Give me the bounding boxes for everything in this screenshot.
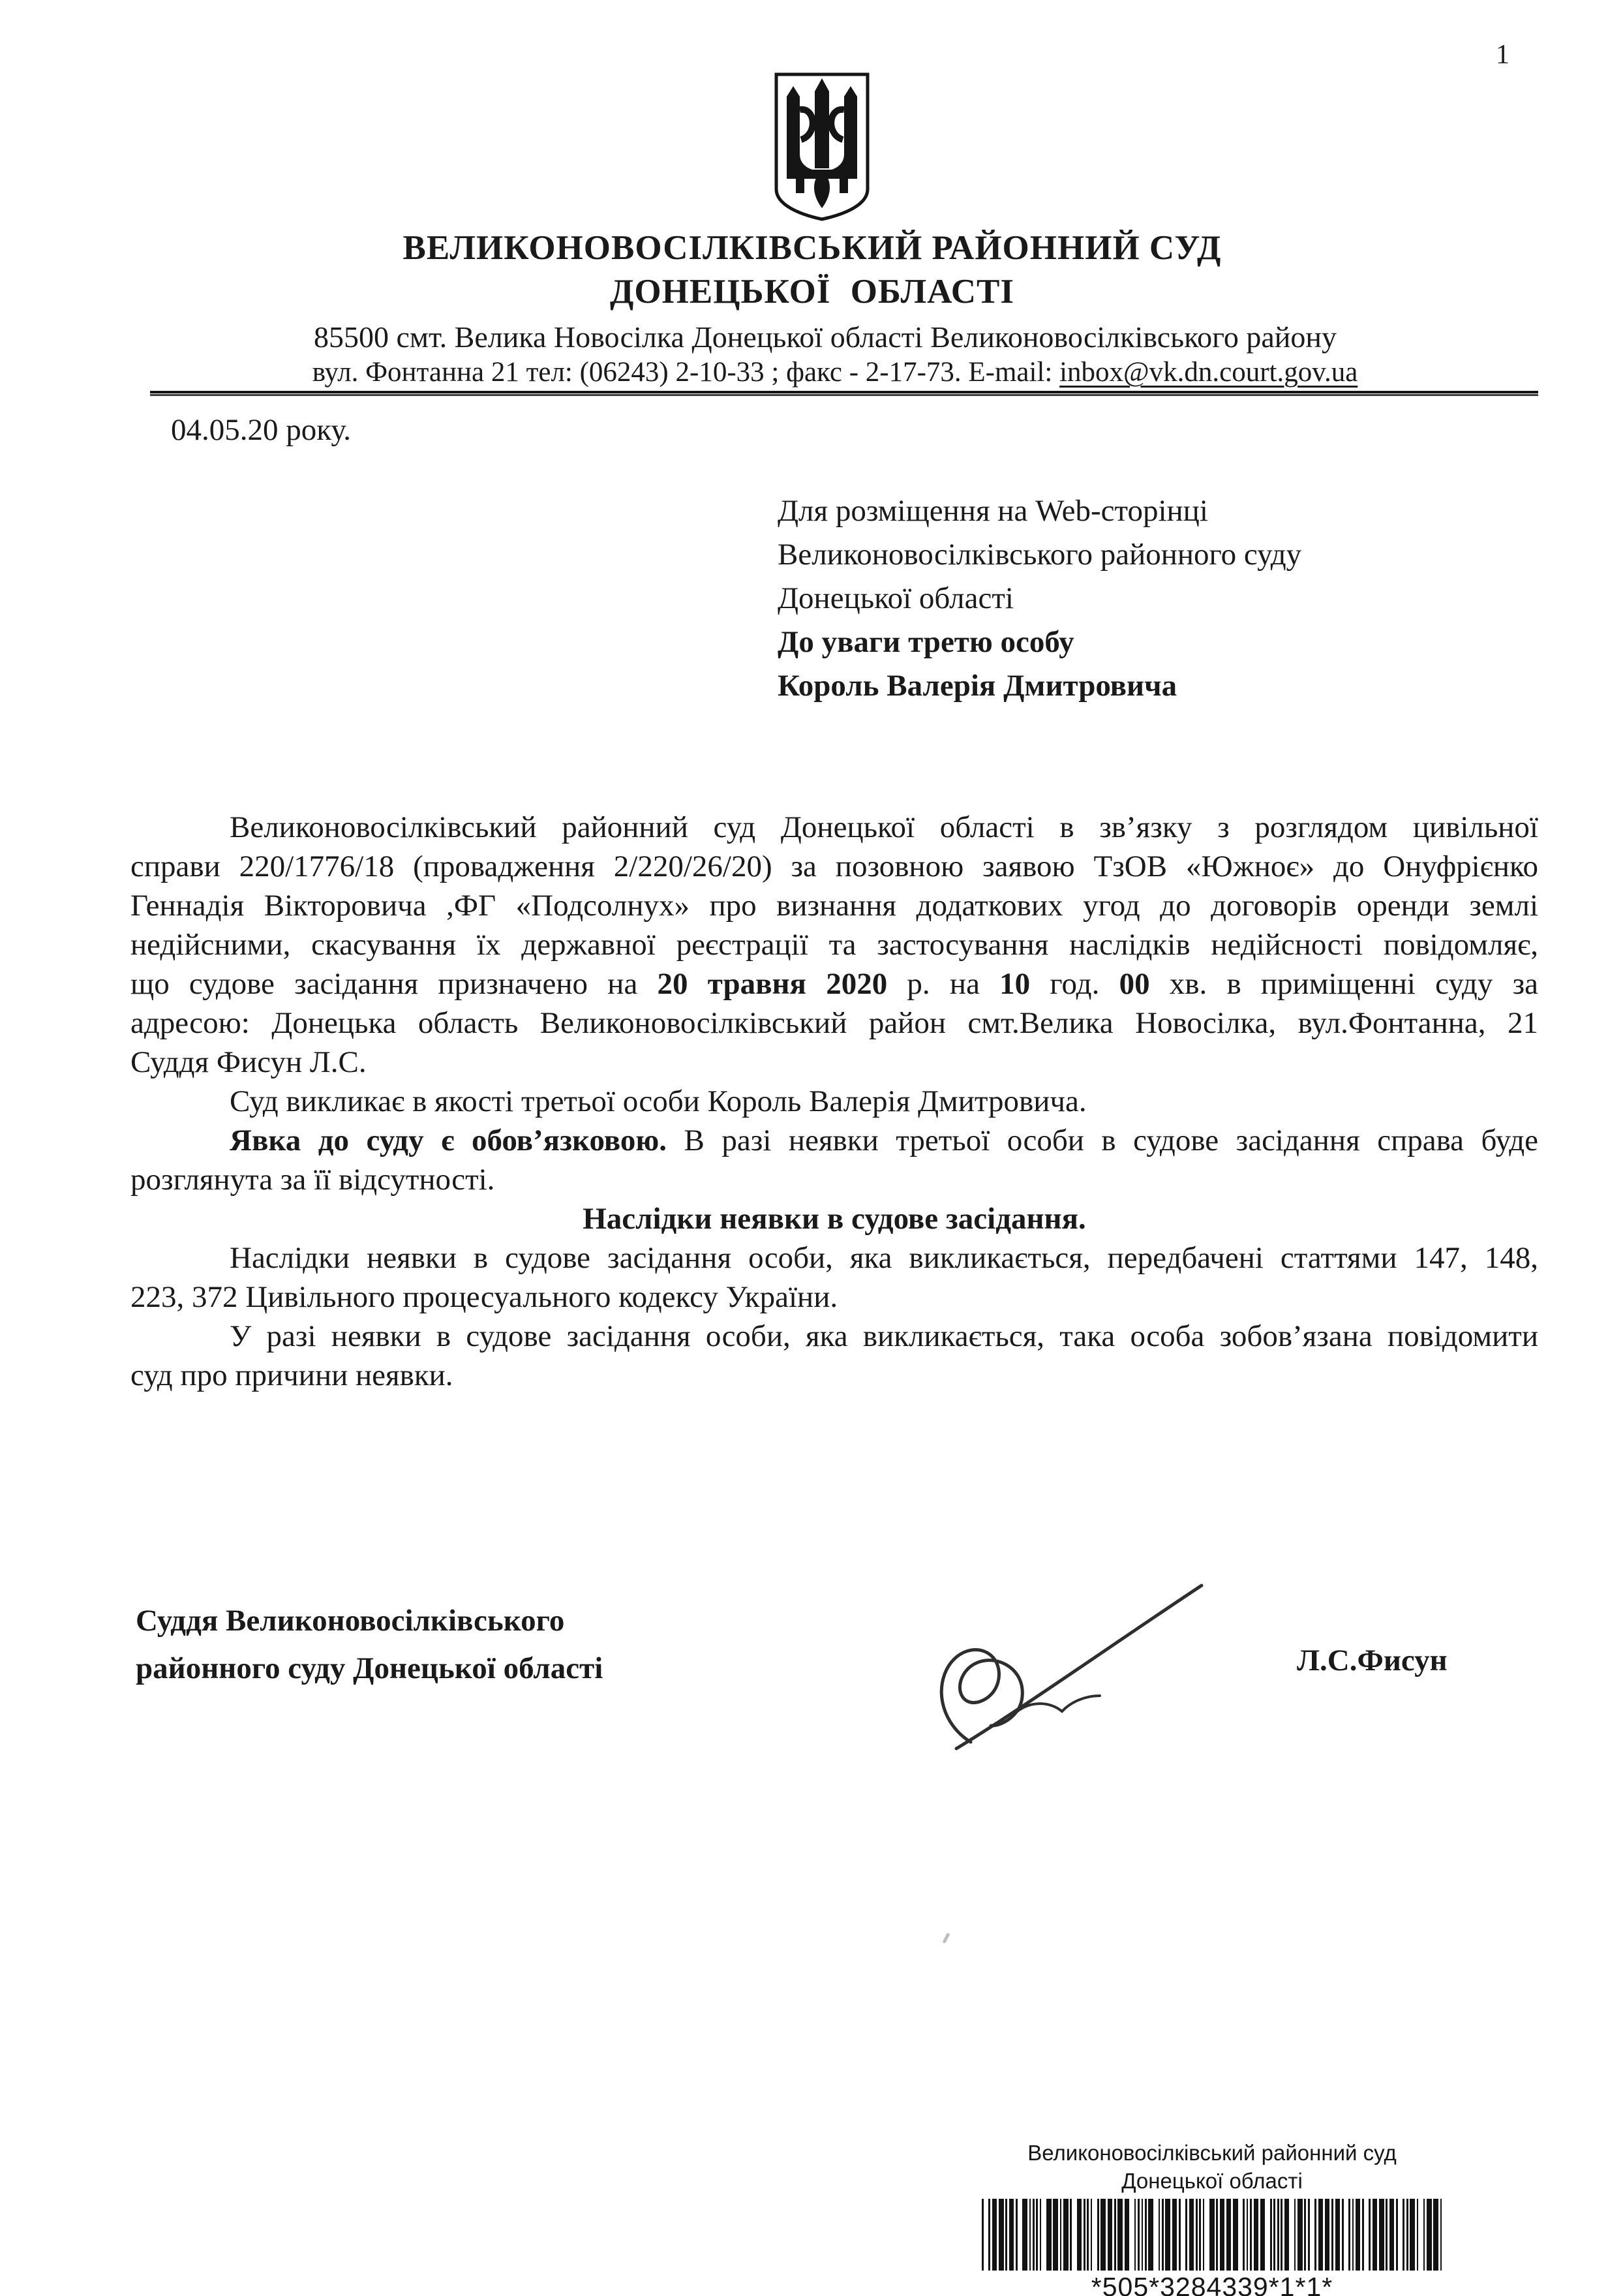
barcode-bar <box>1108 2199 1113 2271</box>
barcode-bar <box>1356 2199 1361 2271</box>
body-line <box>130 1121 1538 1160</box>
body-line <box>130 964 1538 1003</box>
court-address: 85500 смт. Велика Новосілка Донецької області Великоновосілківського району <box>314 320 1337 354</box>
body-line <box>130 1160 1538 1199</box>
barcode-gap <box>1181 2199 1186 2271</box>
barcode-bar <box>1022 2199 1027 2271</box>
barcode-bar <box>1077 2199 1082 2271</box>
body-line <box>130 1238 1538 1278</box>
signature-title-line2: районного суду Донецької області <box>136 1651 603 1685</box>
barcode-gap <box>1238 2199 1243 2271</box>
barcode-bar <box>1209 2199 1215 2271</box>
barcode-gap <box>1072 2199 1077 2271</box>
barcode-bar <box>1046 2199 1052 2271</box>
body-text-segment: Великоновосілківський районний суд Донецької області в зв’язку з розглядом цивільної <box>230 810 1538 844</box>
court-email: inbox@vk.dn.court.gov.ua <box>1059 357 1358 388</box>
barcode-gap <box>1129 2199 1134 2271</box>
barcode-bar <box>1427 2199 1432 2271</box>
barcode-bar <box>1318 2199 1324 2271</box>
header-divider-line <box>150 391 1538 397</box>
barcode-bar <box>1335 2199 1341 2271</box>
barcode-bar <box>1284 2199 1290 2271</box>
addressee-line: Для розміщення на Web-сторінці <box>778 494 1208 528</box>
barcode-gap <box>1041 2199 1046 2271</box>
barcode-bar <box>1125 2199 1130 2271</box>
barcode-gap <box>984 2199 989 2271</box>
footer-stamp-block <box>886 2139 1538 2296</box>
barcode-bar <box>1389 2199 1395 2271</box>
addressee-line: До уваги третю особу <box>778 625 1074 659</box>
court-title-line1: ВЕЛИКОНОВОСІЛКІВСЬКИЙ РАЙОННИЙ СУД <box>402 229 1222 267</box>
barcode-bar <box>1100 2199 1106 2271</box>
barcode-bar <box>1233 2199 1238 2271</box>
addressee-block <box>778 489 1301 708</box>
body-bold-segment: 20 травня 2020 <box>657 967 888 1001</box>
body-text-segment: хв. в приміщенні суду за <box>1149 967 1538 1001</box>
barcode-bar <box>1053 2199 1058 2271</box>
body-line <box>130 1317 1538 1356</box>
barcode-gap <box>1018 2199 1023 2271</box>
scan-artifact-speck <box>942 1933 950 1944</box>
barcode-gap <box>1344 2199 1349 2271</box>
body-line <box>130 925 1538 964</box>
trident-right-leg <box>840 179 848 193</box>
addressee-line: Король Валерія Дмитровича <box>778 669 1177 703</box>
barcode-bar <box>1009 2199 1014 2271</box>
body-line <box>130 886 1538 925</box>
trident-left-loop <box>800 110 813 140</box>
footer-court-line2: Донецької області <box>1121 2169 1303 2193</box>
barcode-bar <box>1379 2199 1384 2271</box>
body-text-segment: справи 220/1776/18 (провадження 2/220/26/20) за позовною заявою ТзОВ «Южноє» до Онуфрієнко <box>130 850 1538 883</box>
signature-name: Л.С.Фисун <box>1297 1644 1448 1677</box>
trident-right-loop <box>831 110 844 140</box>
ukraine-trident-emblem <box>767 70 877 222</box>
trident-center-prong <box>815 78 829 168</box>
contact-text: вул. Фонтанна 21 тел: (06243) 2-10-33 ; факс - 2-17-73. E-mail: <box>312 357 1060 388</box>
barcode-bar <box>1433 2199 1438 2271</box>
page-number: 1 <box>1496 40 1509 70</box>
trident-left-leg <box>796 179 804 193</box>
body-line <box>130 847 1538 886</box>
barcode-bar <box>1373 2199 1378 2271</box>
body-text-segment: адресою: Донецька область Великоновосілківський район смт.Велика Новосілка, вул.Фонтанна, 21 <box>130 1006 1538 1040</box>
body-text-segment: год. <box>1030 967 1119 1001</box>
signature-loop-stroke <box>941 1649 1022 1742</box>
body-text-segment: У разі неявки в судове засідання особи, яка викликається, така особа зобов’язана повідомити <box>230 1319 1538 1353</box>
body-text-segment: розглянута за її відсутності. <box>130 1163 495 1197</box>
handwritten-signature <box>895 1571 1228 1754</box>
barcode-bar <box>1226 2199 1232 2271</box>
body-line <box>130 1003 1538 1043</box>
body-text-segment: що судове засідання призначено на <box>130 967 658 1001</box>
body-bold-segment: 00 <box>1119 967 1150 1001</box>
barcode-gap <box>1289 2199 1294 2271</box>
body-line <box>130 1199 1538 1238</box>
barcode-gap <box>1398 2199 1403 2271</box>
court-title-line2: ДОНЕЦЬКОЇ ОБЛАСТІ <box>609 273 1015 311</box>
body-line <box>130 1043 1538 1082</box>
barcode-bar <box>1325 2199 1330 2271</box>
body-text-segment: Геннадія Вікторовича ,ФГ «Подсолнух» про визнання додаткових угод до договорів оренди землі <box>130 889 1538 923</box>
addressee-line: Донецької області <box>778 581 1014 615</box>
body-bold-segment: 10 <box>999 967 1031 1001</box>
body-line <box>130 808 1538 847</box>
barcode-bar <box>1220 2199 1225 2271</box>
barcode-gap <box>1418 2199 1423 2271</box>
addressee-line: Великоновосілківського районного суду <box>778 538 1302 572</box>
body-text-segment: Наслідки неявки в судове засідання особи, яка викликається, передбачені статтями 147, 148, <box>230 1241 1538 1275</box>
barcode-gap <box>1092 2199 1097 2271</box>
court-contact-line <box>0 356 1608 388</box>
signature-long-stroke <box>956 1585 1202 1749</box>
barcode-gap <box>1310 2199 1315 2271</box>
signature-title-block <box>136 1597 603 1692</box>
barcode-bar <box>1063 2199 1069 2271</box>
signature-title-line1: Суддя Великоновосілківського <box>136 1604 565 1638</box>
body-text-segment: Суддя Фисун Л.С. <box>130 1045 367 1079</box>
date-line: 04.05.20 року. <box>171 413 351 447</box>
body-text-segment: недійсними, скасування їх державної реєстрації та застосування наслідків недійсності повідомляє, <box>130 928 1538 962</box>
body-line <box>130 1082 1538 1121</box>
barcode-bar <box>992 2199 997 2271</box>
barcode-gap <box>1364 2199 1369 2271</box>
barcode-gap <box>1204 2199 1209 2271</box>
body-text-segment: Суд викликає в якості третьої особи Король Валерія Дмитровича. <box>230 1084 1087 1118</box>
barcode <box>982 2199 1442 2271</box>
body-bold-segment: Наслідки неявки в судове засідання. <box>583 1202 1086 1236</box>
barcode-bar <box>1297 2199 1303 2271</box>
body-text-segment: суд про причини неявки. <box>130 1358 453 1392</box>
barcode-bar <box>999 2199 1004 2271</box>
barcode-gap <box>1153 2199 1159 2271</box>
body-line <box>130 1278 1538 1317</box>
barcode-bar <box>1148 2199 1153 2271</box>
barcode-value: *505*3284339*1*1* <box>1091 2272 1333 2296</box>
barcode-bar <box>1260 2199 1266 2271</box>
body-bold-segment: Явка до суду є обов’язковою. <box>230 1124 667 1157</box>
footer-court-line1: Великоновосілківський районний суд <box>1027 2141 1397 2165</box>
barcode-bar <box>1172 2199 1177 2271</box>
barcode-bar <box>1189 2199 1194 2271</box>
barcode-bar <box>1165 2199 1170 2271</box>
body-text-segment: р. на <box>887 967 1000 1001</box>
barcode-gap <box>1265 2199 1270 2271</box>
barcode-bar <box>1254 2199 1259 2271</box>
body-text-block <box>130 808 1538 1395</box>
barcode-bar <box>1440 2199 1442 2271</box>
body-text-segment: 223, 372 Цивільного процесуального кодексу України. <box>130 1280 838 1314</box>
barcode-bar <box>1117 2199 1123 2271</box>
barcode-bar <box>1410 2199 1415 2271</box>
body-line <box>130 1356 1538 1395</box>
body-text-segment: В разі неявки третьої особи в судове засідання справа буде <box>667 1124 1538 1157</box>
